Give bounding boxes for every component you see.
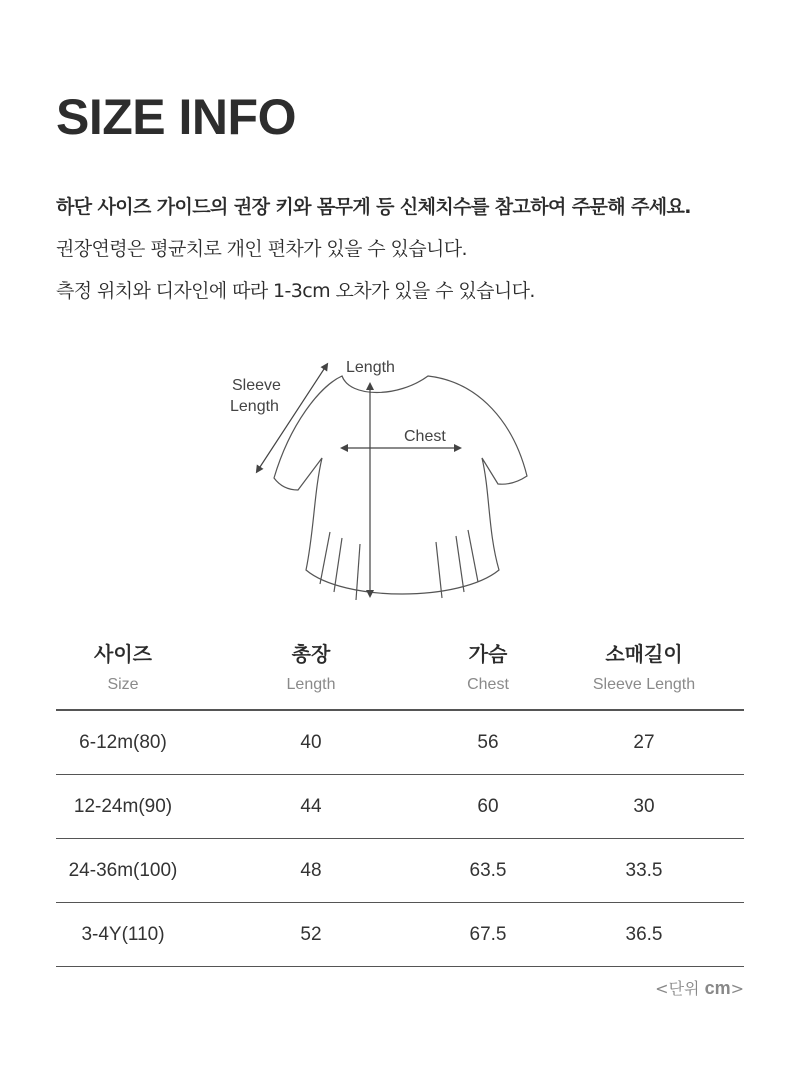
pleat-line (456, 536, 464, 592)
cell-size: 3-4Y(110) (81, 923, 165, 945)
length-label: Length (346, 359, 395, 376)
header-size-ko: 사이즈 (94, 642, 152, 666)
cell-size: 6-12m(80) (79, 731, 167, 753)
cell-sleeve-length: 33.5 (625, 859, 663, 881)
dress-outline (274, 376, 527, 594)
header-length-en: Length (286, 676, 336, 693)
pleat-line (334, 538, 342, 592)
garment-measurement-diagram (220, 352, 540, 602)
table-row (56, 839, 744, 903)
header-length (190, 632, 432, 709)
note-age-deviation: 권장연령은 평균치로 개인 편차가 있을 수 있습니다. (56, 238, 467, 260)
pleat-line (436, 542, 442, 598)
chest-label: Chest (404, 428, 446, 445)
size-notes (56, 196, 756, 322)
unit-close-bracket: > (730, 979, 744, 998)
cell-size: 24-36m(100) (68, 859, 178, 881)
page-title: SIZE INFO (56, 89, 296, 145)
cell-size: 12-24m(90) (73, 795, 173, 817)
table-header (56, 632, 744, 711)
header-size-en: Size (107, 676, 139, 693)
table-row (56, 903, 744, 967)
unit-open-bracket: < (655, 979, 669, 998)
header-sleeve-length (544, 632, 744, 709)
header-chest-en: Chest (467, 676, 509, 693)
header-chest-ko: 가슴 (468, 642, 508, 666)
dress-illustration (220, 352, 540, 602)
pleat-line (468, 530, 478, 582)
cell-chest: 67.5 (469, 923, 507, 945)
header-sleeve-en: Sleeve Length (592, 676, 696, 693)
cell-sleeve-length: 27 (633, 731, 655, 753)
note-measurement-error: 측정 위치와 디자인에 따라 1-3cm 오차가 있을 수 있습니다. (56, 280, 535, 302)
header-size (56, 632, 190, 709)
cell-length: 48 (300, 859, 322, 881)
header-chest (432, 632, 544, 709)
cell-chest: 60 (477, 795, 499, 817)
sleeve-label-line2: Length (230, 398, 279, 415)
unit-note (655, 976, 744, 999)
header-sleeve-ko: 소매길이 (605, 642, 683, 666)
cell-sleeve-length: 36.5 (625, 923, 663, 945)
cell-length: 40 (300, 731, 322, 753)
cell-chest: 56 (477, 731, 499, 753)
cell-chest: 63.5 (469, 859, 507, 881)
size-table (56, 632, 744, 967)
unit-value: cm (704, 978, 731, 998)
cell-length: 52 (300, 923, 322, 945)
cell-length: 44 (300, 795, 322, 817)
table-row (56, 775, 744, 839)
note-order-guide: 하단 사이즈 가이드의 권장 키와 몸무게 등 신체치수를 참고하여 주문해 주세요. (56, 196, 691, 218)
unit-label: 단위 (668, 979, 700, 998)
pleat-line (320, 532, 330, 584)
pleat-line (356, 544, 360, 600)
cell-sleeve-length: 30 (633, 795, 655, 817)
header-length-ko: 총장 (291, 642, 331, 666)
table-row (56, 711, 744, 775)
sleeve-label-line1: Sleeve (232, 377, 281, 394)
